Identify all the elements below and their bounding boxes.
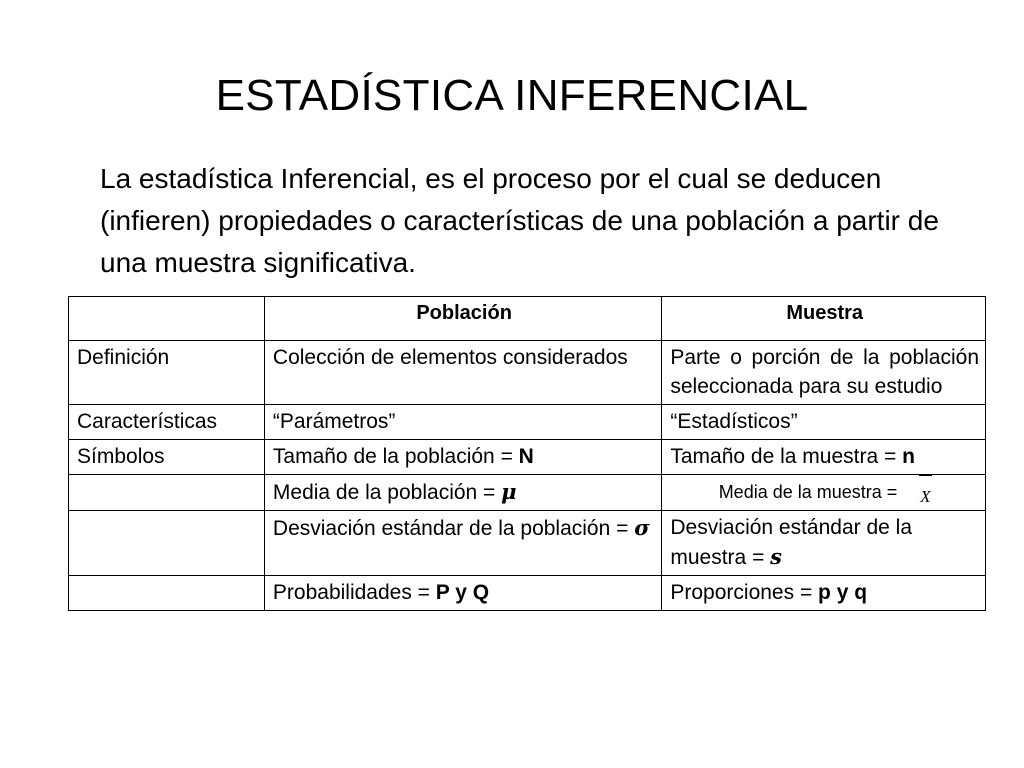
row-label-definicion: Definición xyxy=(69,341,265,405)
table-row-probabilidades xyxy=(69,576,986,611)
caracteristicas-muestra: “Estadísticos” xyxy=(662,405,986,440)
row-label-simbolos: Símbolos xyxy=(69,440,265,475)
header-poblacion: Población xyxy=(264,297,661,341)
comparison-table xyxy=(68,296,986,611)
media-muestra-cell xyxy=(662,475,986,511)
header-muestra: Muestra xyxy=(662,297,986,341)
tamano-muestra-cell xyxy=(662,440,986,475)
s-symbol: s xyxy=(770,544,782,569)
media-poblacion-cell xyxy=(264,475,661,511)
media-muestra-text: Media de la muestra = xyxy=(718,482,903,502)
caracteristicas-poblacion: “Parámetros” xyxy=(264,405,661,440)
desviacion-muestra-cell xyxy=(662,511,986,576)
x-bar-symbol: X xyxy=(920,482,930,511)
header-empty-cell xyxy=(69,297,265,341)
p-y-q-upper-symbol: P y Q xyxy=(435,581,490,604)
tamano-poblacion-symbol: N xyxy=(518,445,534,468)
proporciones-cell xyxy=(662,576,986,611)
table-row-caracteristicas xyxy=(69,405,986,440)
table-row-definicion xyxy=(69,341,986,405)
media-poblacion-text: Media de la población = xyxy=(272,481,502,504)
tamano-muestra-text: Tamaño de la muestra = xyxy=(670,445,903,468)
desviacion-muestra-text: Desviación estándar de la muestra = xyxy=(670,516,913,569)
row-label-caracteristicas: Características xyxy=(69,405,265,440)
sigma-symbol: σ xyxy=(634,515,650,540)
slide-title: ESTADÍSTICA INFERENCIAL xyxy=(215,71,809,120)
proporciones-text: Proporciones = xyxy=(670,581,819,604)
table-row-media xyxy=(69,475,986,511)
row-label-media xyxy=(69,475,265,511)
table-row-simbolos xyxy=(69,440,986,475)
intro-paragraph: La estadística Inferencial, es el proceso por el cual se deducen (infieren) propiedades o características de una población a partir de una muestra significativa. xyxy=(100,163,939,278)
tamano-poblacion-cell xyxy=(264,440,661,475)
row-label-desviacion xyxy=(69,511,265,576)
table-header-row xyxy=(69,297,986,341)
desviacion-poblacion-text: Desviación estándar de la población = xyxy=(272,517,635,540)
definicion-poblacion: Colección de elementos considerados xyxy=(264,341,661,405)
tamano-poblacion-text: Tamaño de la población = xyxy=(272,445,519,468)
mu-symbol: μ xyxy=(501,479,517,504)
probabilidades-cell xyxy=(264,576,661,611)
probabilidades-text: Probabilidades = xyxy=(272,581,436,604)
desviacion-poblacion-cell xyxy=(264,511,661,576)
tamano-muestra-symbol: n xyxy=(902,445,915,468)
row-label-probabilidades xyxy=(69,576,265,611)
definicion-muestra: Parte o porción de la población seleccionada para su estudio xyxy=(662,341,986,405)
table-row-desviacion xyxy=(69,511,986,576)
p-y-q-lower-symbol: p y q xyxy=(818,581,868,604)
